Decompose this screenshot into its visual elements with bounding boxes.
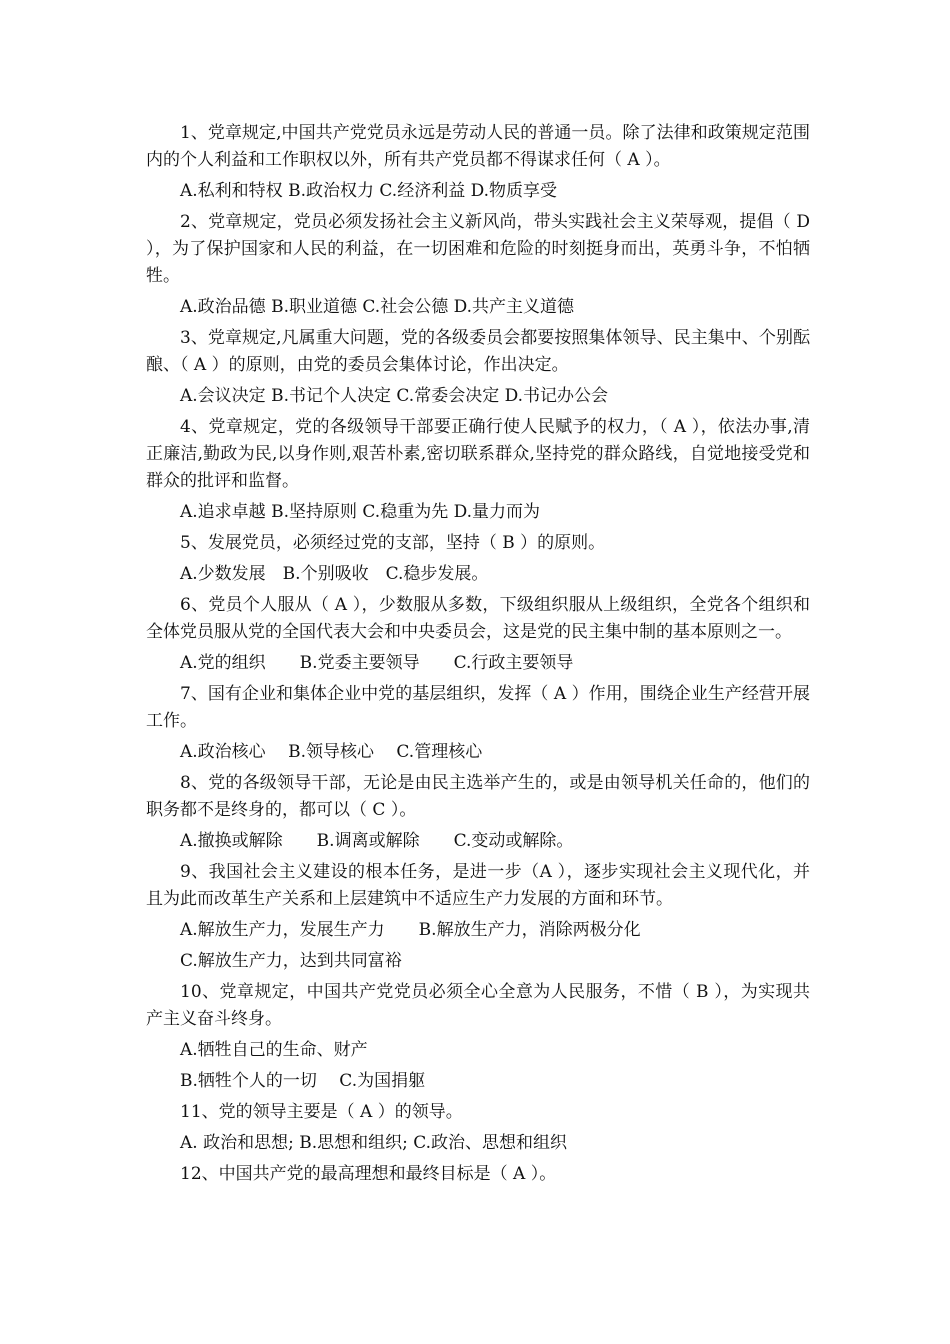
- question-6-options: A.党的组织 B.党委主要领导 C.行政主要领导: [180, 653, 574, 673]
- question-10: 10、党章规定，中国共产党党员必须全心全意为人民服务，不惜（ B ），为实现共产主义奋斗终身。: [146, 982, 810, 1029]
- question-8-options: A.撤换或解除 B.调离或解除 C.变动或解除。: [180, 831, 574, 851]
- question-3: 3、党章规定,凡属重大问题，党的各级委员会都要按照集体领导、民主集中、个别酝酿、（ A ）的原则，由党的委员会集体讨论，作出决定。: [146, 328, 810, 375]
- question-6: 6、党员个人服从（ A ），少数服从多数，下级组织服从上级组织，全党各个组织和全体党员服从党的全国代表大会和中央委员会，这是党的民主集中制的基本原则之一。: [146, 595, 810, 642]
- question-3-options: A.会议决定 B.书记个人决定 C.常委会决定 D.书记办公会: [180, 386, 609, 406]
- question-9-options-line-2: C.解放生产力，达到共同富裕: [180, 951, 402, 971]
- question-11: 11、党的领导主要是（ A ）的领导。: [180, 1102, 463, 1122]
- question-11-options: A. 政治和思想; B.思想和组织; C.政治、思想和组织: [180, 1133, 568, 1153]
- question-2: 2、党章规定，党员必须发扬社会主义新风尚，带头实践社会主义荣辱观，提倡（ D ），为了保护国家和人民的利益，在一切困难和危险的时刻挺身而出，英勇斗争，不怕牺牲。: [146, 212, 810, 286]
- question-9-options-line-1: A.解放生产力，发展生产力 B.解放生产力，消除两极分化: [180, 920, 641, 940]
- question-4-options: A.追求卓越 B.坚持原则 C.稳重为先 D.量力而为: [180, 502, 541, 522]
- question-4: 4、党章规定，党的各级领导干部要正确行使人民赋予的权力，（ A ），依法办事,清正廉洁,勤政为民,以身作则,艰苦朴素,密切联系群众,坚持党的群众路线，自觉地接受党和群众的批评和监督。: [146, 417, 810, 491]
- question-7-options: A.政治核心 B.领导核心 C.管理核心: [180, 742, 483, 762]
- question-9: 9、我国社会主义建设的根本任务，是进一步（A ），逐步实现社会主义现代化，并且为此而改革生产关系和上层建筑中不适应生产力发展的方面和环节。: [146, 862, 810, 909]
- question-8: 8、党的各级领导干部，无论是由民主选举产生的，或是由领导机关任命的，他们的职务都不是终身的，都可以（ C ）。: [146, 773, 810, 820]
- document-body: [146, 120, 810, 1192]
- question-7: 7、国有企业和集体企业中党的基层组织，发挥（ A ）作用，围绕企业生产经营开展工作。: [146, 684, 810, 731]
- question-1: 1、党章规定,中国共产党党员永远是劳动人民的普通一员。除了法律和政策规定范围内的个人利益和工作职权以外，所有共产党员都不得谋求任何（ A ）。: [146, 123, 810, 170]
- question-1-options: A.私利和特权 B.政治权力 C.经济利益 D.物质享受: [180, 181, 558, 201]
- question-10-options-line-2: B.牺牲个人的一切 C.为国捐躯: [180, 1071, 426, 1091]
- question-5-options: A.少数发展 B.个别吸收 C.稳步发展。: [180, 564, 489, 584]
- question-12: 12、中国共产党的最高理想和最终目标是（ A ）。: [180, 1164, 557, 1184]
- question-10-options-line-1: A.牺牲自己的生命、财产: [180, 1040, 368, 1060]
- question-2-options: A.政治品德 B.职业道德 C.社会公德 D.共产主义道德: [180, 297, 575, 317]
- question-5: 5、发展党员，必须经过党的支部，坚持（ B ）的原则。: [180, 533, 606, 553]
